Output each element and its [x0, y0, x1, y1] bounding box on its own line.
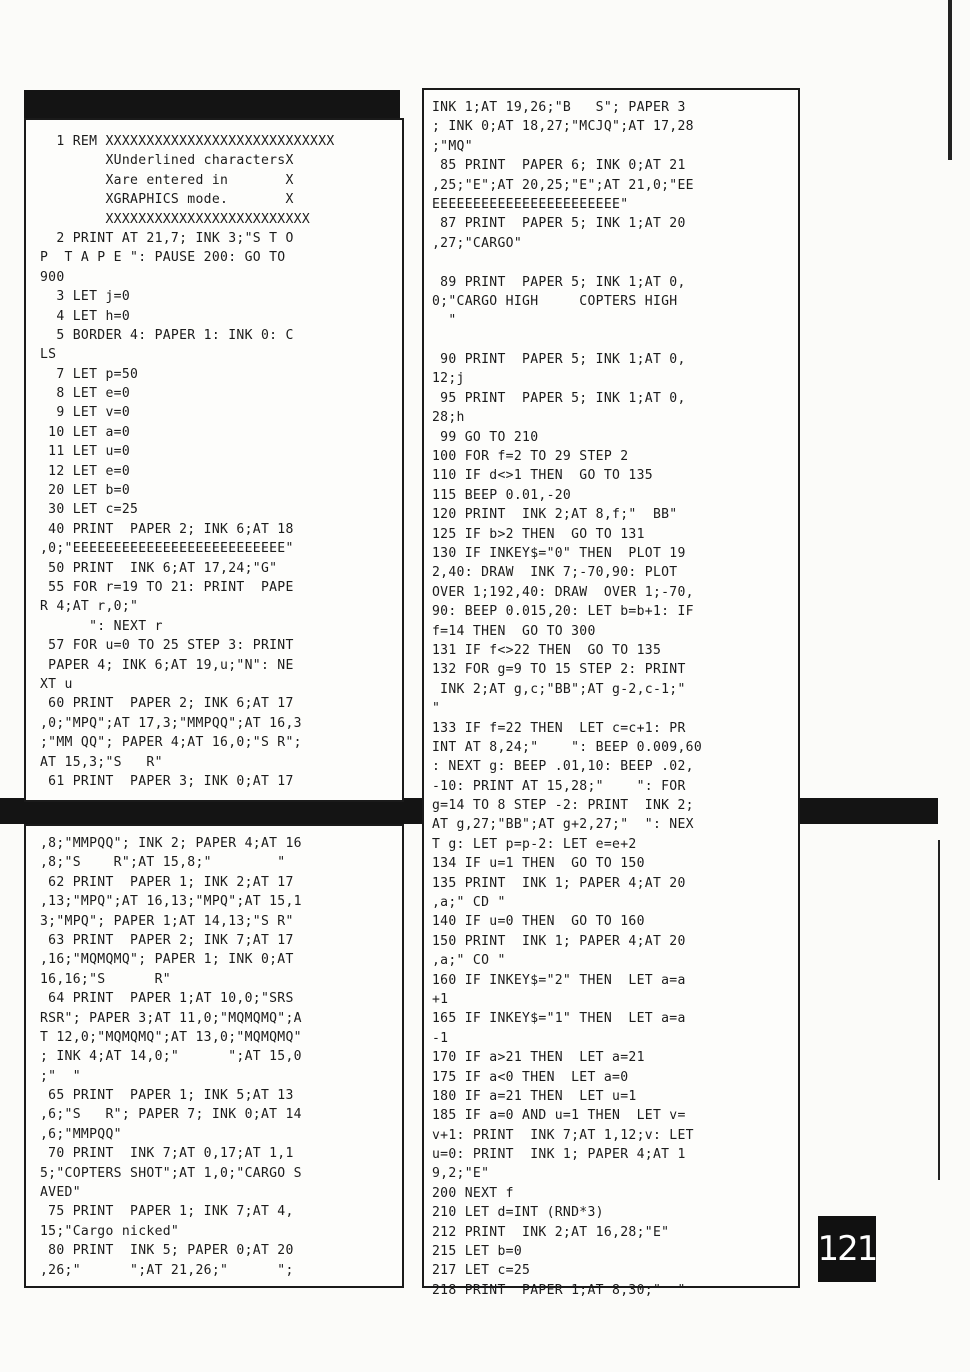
code-line: T 12,0;"MQMQMQ";AT 13,0;"MQMQMQ" — [40, 1029, 302, 1045]
code-line: 0;"CARGO HIGH COPTERS HIGH — [432, 293, 678, 309]
code-line: XUnderlined charactersX — [40, 153, 294, 169]
code-line: AVED" — [40, 1185, 81, 1201]
code-line: P T A P E ": PAUSE 200: GO TO — [40, 250, 286, 266]
code-line: 20 LET b=0 — [40, 483, 131, 499]
listing-box-top-left — [24, 118, 404, 802]
code-line: 80 PRINT INK 5; PAPER 0;AT 20 — [40, 1243, 294, 1259]
code-line: " — [432, 313, 457, 329]
code-line: 4 LET h=0 — [40, 308, 131, 324]
code-line: OVER 1;192,40: DRAW OVER 1;-70, — [432, 584, 694, 600]
code-line: 217 LET c=25 — [432, 1263, 531, 1279]
code-line: " — [432, 701, 441, 717]
code-line: 63 PRINT PAPER 2; INK 7;AT 17 — [40, 932, 294, 948]
code-line: INK 1;AT 19,26;"B S"; PAPER 3 — [432, 100, 686, 115]
code-line: INK 2;AT g,c;"BB";AT g-2,c-1;" — [432, 681, 686, 697]
code-line: 99 GO TO 210 — [432, 429, 539, 445]
code-line: ": NEXT r — [40, 618, 163, 634]
code-line: 60 PRINT PAPER 2; INK 6;AT 17 — [40, 696, 294, 712]
code-line: 90: BEEP 0.015,20: LET b=b+1: IF — [432, 604, 694, 620]
code-line: 15;"Cargo nicked" — [40, 1223, 180, 1239]
code-line: 64 PRINT PAPER 1;AT 10,0;"SRS — [40, 991, 294, 1007]
code-line: -10: PRINT AT 15,28;" ": FOR — [432, 778, 686, 794]
code-line: ,8;"S R";AT 15,8;" " — [40, 855, 286, 871]
code-line: ,16;"MQMQMQ"; PAPER 1; INK 0;AT — [40, 952, 294, 968]
code-line: v+1: PRINT INK 7;AT 1,12;v: LET — [432, 1127, 694, 1143]
code-line: 30 LET c=25 — [40, 502, 139, 518]
code-line: 87 PRINT PAPER 5; INK 1;AT 20 — [432, 216, 686, 232]
code-line: 9,2;"E" — [432, 1166, 490, 1182]
code-line: ,25;"E";AT 20,25;"E";AT 21,0;"EE — [432, 177, 694, 193]
code-line: 5 BORDER 4: PAPER 1: INK 0: C — [40, 327, 294, 343]
right-edge-mark — [948, 0, 952, 160]
code-line: ;" " — [40, 1068, 81, 1084]
code-line: R 4;AT r,0;" — [40, 599, 139, 615]
code-line: 57 FOR u=0 TO 25 STEP 3: PRINT — [40, 638, 294, 654]
code-line: 132 FOR g=9 TO 15 STEP 2: PRINT — [432, 662, 686, 678]
listing-column-1 — [26, 120, 402, 791]
code-line: ,6;"S R"; PAPER 7; INK 0;AT 14 — [40, 1107, 302, 1123]
code-line: 215 LET b=0 — [432, 1244, 523, 1260]
code-line: ,13;"MPQ";AT 16,13;"MPQ";AT 15,1 — [40, 894, 302, 910]
code-line: 75 PRINT PAPER 1; INK 7;AT 4, — [40, 1204, 294, 1220]
code-line: 65 PRINT PAPER 1; INK 5;AT 13 — [40, 1088, 294, 1104]
code-line — [432, 253, 798, 272]
code-line: 134 IF u=1 THEN GO TO 150 — [432, 856, 645, 872]
code-line: 3;"MPQ"; PAPER 1;AT 14,13;"S R" — [40, 913, 294, 929]
code-line: 85 PRINT PAPER 6; INK 0;AT 21 — [432, 158, 686, 174]
code-line: ,27;"CARGO" — [432, 235, 523, 251]
code-line: 165 IF INKEY$="1" THEN LET a=a — [432, 1011, 686, 1027]
code-line: ;"MM QQ"; PAPER 4;AT 16,0;"S R"; — [40, 735, 302, 751]
code-line: u=0: PRINT INK 1; PAPER 4;AT 1 — [432, 1147, 686, 1163]
code-line: 140 IF u=0 THEN GO TO 160 — [432, 914, 645, 930]
code-line: ,8;"MMPQQ"; INK 2; PAPER 4;AT 16 — [40, 836, 302, 851]
code-line: 115 BEEP 0.01,-20 — [432, 487, 572, 503]
code-line: 185 IF a=0 AND u=1 THEN LET v= — [432, 1108, 686, 1124]
listing-column-3 — [424, 90, 798, 1300]
code-line: 9 LET v=0 — [40, 405, 131, 421]
code-line: AT 15,3;"S R" — [40, 754, 163, 770]
code-line: 130 IF INKEY$="0" THEN PLOT 19 — [432, 545, 686, 561]
code-line: 125 IF b>2 THEN GO TO 131 — [432, 526, 645, 542]
code-line: 2,40: DRAW INK 7;-70,90: PLOT — [432, 565, 678, 581]
code-line: 218 PRINT PAPER 1;AT 8,30;" " — [432, 1282, 686, 1298]
right-edge-line — [938, 840, 940, 1180]
code-line: 5;"COPTERS SHOT";AT 1,0;"CARGO S — [40, 1165, 302, 1181]
code-line: PAPER 4; INK 6;AT 19,u;"N": NE — [40, 657, 294, 673]
code-line: 12;j — [432, 371, 465, 387]
page-number: 121 — [818, 1216, 876, 1282]
code-line: XT u — [40, 676, 73, 692]
code-line: 135 PRINT INK 1; PAPER 4;AT 20 — [432, 875, 686, 891]
code-line: 40 PRINT PAPER 2; INK 6;AT 18 — [40, 521, 294, 537]
code-line: ;"MQ" — [432, 138, 473, 154]
code-line: RSR"; PAPER 3;AT 11,0;"MQMQMQ";A — [40, 1010, 302, 1026]
code-line: 62 PRINT PAPER 1; INK 2;AT 17 — [40, 874, 294, 890]
code-line: EEEEEEEEEEEEEEEEEEEEEEE" — [432, 196, 629, 212]
code-line: 10 LET a=0 — [40, 424, 131, 440]
code-line: Xare entered in X — [40, 172, 294, 188]
code-line: ,a;" CO " — [432, 953, 506, 969]
code-line: XGRAPHICS mode. X — [40, 192, 294, 208]
code-line: 170 IF a>21 THEN LET a=21 — [432, 1050, 645, 1066]
code-line: INT AT 8,24;" ": BEEP 0.009,60 — [432, 739, 703, 755]
code-line: 1 REM XXXXXXXXXXXXXXXXXXXXXXXXXXXX — [40, 134, 335, 149]
code-line: 200 NEXT f — [432, 1185, 514, 1201]
code-line: 110 IF d<>1 THEN GO TO 135 — [432, 468, 653, 484]
code-line: LS — [40, 347, 57, 363]
header-band-left — [24, 90, 400, 118]
code-line: T g: LET p=p-2: LET e=e+2 — [432, 836, 637, 852]
code-line: ,26;" ";AT 21,26;" "; — [40, 1262, 294, 1278]
code-line: 120 PRINT INK 2;AT 8,f;" BB" — [432, 507, 678, 523]
code-line: 12 LET e=0 — [40, 463, 131, 479]
code-line: ,a;" CD " — [432, 895, 506, 911]
code-line: 16,16;"S R" — [40, 971, 171, 987]
listing-column-2 — [26, 826, 402, 1280]
code-line: ,0;"EEEEEEEEEEEEEEEEEEEEEEEEEE" — [40, 541, 294, 557]
code-line: XXXXXXXXXXXXXXXXXXXXXXXXX — [40, 211, 311, 227]
code-line: : NEXT g: BEEP .01,10: BEEP .02, — [432, 759, 694, 775]
code-line: 70 PRINT INK 7;AT 0,17;AT 1,1 — [40, 1146, 294, 1162]
code-line: 95 PRINT PAPER 5; INK 1;AT 0, — [432, 390, 686, 406]
code-line: 89 PRINT PAPER 5; INK 1;AT 0, — [432, 274, 686, 290]
code-line: 7 LET p=50 — [40, 366, 139, 382]
code-line: 175 IF a<0 THEN LET a=0 — [432, 1069, 629, 1085]
code-line: 28;h — [432, 410, 465, 426]
code-line: AT g,27;"BB";AT g+2,27;" ": NEX — [432, 817, 694, 833]
code-line: ; INK 4;AT 14,0;" ";AT 15,0 — [40, 1049, 302, 1065]
code-line: +1 — [432, 991, 449, 1007]
listing-box-right — [422, 88, 800, 1298]
code-line: 210 LET d=INT (RND*3) — [432, 1205, 604, 1221]
code-line: 90 PRINT PAPER 5; INK 1;AT 0, — [432, 352, 686, 368]
code-line: 131 IF f<>22 THEN GO TO 135 — [432, 642, 662, 658]
code-line: f=14 THEN GO TO 300 — [432, 623, 596, 639]
code-line: 2 PRINT AT 21,7; INK 3;"S T O — [40, 230, 294, 246]
code-line: ; INK 0;AT 18,27;"MCJQ";AT 17,28 — [432, 119, 694, 135]
code-line: 160 IF INKEY$="2" THEN LET a=a — [432, 972, 686, 988]
code-line: 50 PRINT INK 6;AT 17,24;"G" — [40, 560, 278, 576]
code-line: 61 PRINT PAPER 3; INK 0;AT 17 — [40, 773, 294, 789]
code-line: 180 IF a=21 THEN LET u=1 — [432, 1088, 637, 1104]
code-line — [432, 331, 798, 350]
code-line: g=14 TO 8 STEP -2: PRINT INK 2; — [432, 798, 694, 814]
code-line: -1 — [432, 1030, 449, 1046]
code-line: 212 PRINT INK 2;AT 16,28;"E" — [432, 1224, 670, 1240]
code-line: ,6;"MMPQQ" — [40, 1126, 122, 1142]
code-line: 150 PRINT INK 1; PAPER 4;AT 20 — [432, 933, 686, 949]
code-line: 11 LET u=0 — [40, 444, 131, 460]
code-line: 900 — [40, 269, 65, 285]
code-line: 8 LET e=0 — [40, 386, 131, 402]
listing-box-bottom-left — [24, 824, 404, 1288]
code-line: ,0;"MPQ";AT 17,3;"MMPQQ";AT 16,3 — [40, 715, 302, 731]
code-line: 133 IF f=22 THEN LET c=c+1: PR — [432, 720, 686, 736]
code-line: 100 FOR f=2 TO 29 STEP 2 — [432, 449, 629, 465]
code-line: 3 LET j=0 — [40, 289, 131, 305]
code-line: 55 FOR r=19 TO 21: PRINT PAPE — [40, 579, 294, 595]
